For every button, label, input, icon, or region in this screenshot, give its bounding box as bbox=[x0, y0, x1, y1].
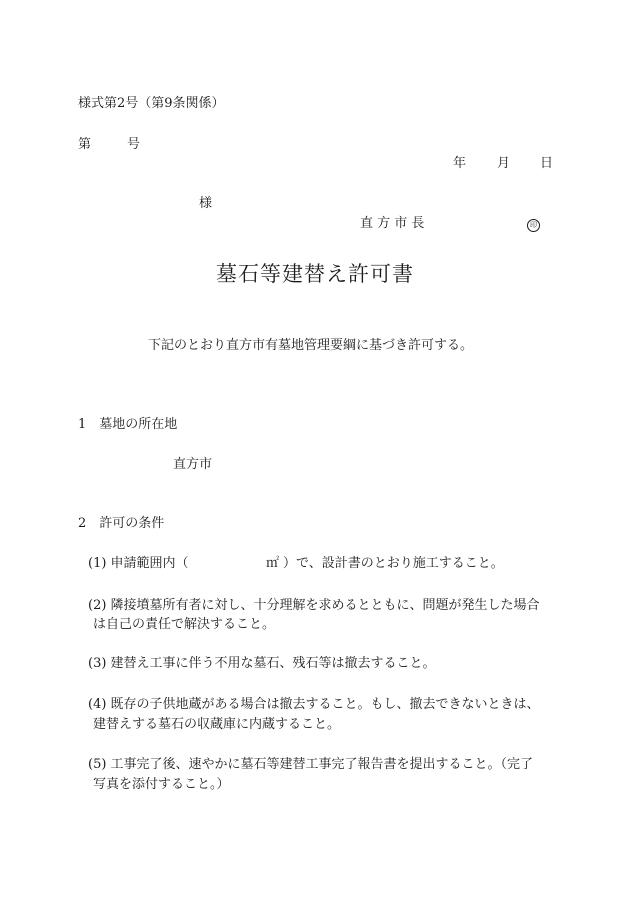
section1-heading: 1 墓地の所在地 bbox=[78, 417, 178, 432]
location-value: 直方市 bbox=[173, 457, 213, 472]
condition-2-line1: (2) 隣接墳墓所有者に対し、十分理解を求めるとともに、問題が発生した場合 bbox=[88, 598, 540, 613]
issuer: 直 方 市 長 bbox=[360, 216, 425, 231]
seal-icon: 印 bbox=[527, 217, 540, 232]
condition-3: (3) 建替え工事に伴う不用な墓石、残石等は撤去すること。 bbox=[88, 656, 436, 671]
doc-number-suffix: 号 bbox=[127, 137, 141, 152]
date-month: 月 bbox=[497, 156, 511, 171]
date-year: 年 bbox=[453, 156, 467, 171]
document-title: 墓石等建替え許可書 bbox=[216, 262, 414, 286]
intro-text: 下記のとおり直方市有墓地管理要綱に基づき許可する。 bbox=[148, 338, 474, 353]
section2-heading: 2 許可の条件 bbox=[78, 516, 165, 531]
condition-1-start: (1) 申請範囲内（ bbox=[88, 556, 189, 571]
condition-2-line2: は自己の責任で解決すること。 bbox=[93, 617, 276, 632]
condition-5-line2: 写真を添付すること。） bbox=[93, 777, 230, 792]
form-number: 様式第2号（第9条関係） bbox=[78, 96, 225, 111]
date-day: 日 bbox=[540, 156, 554, 171]
condition-4-line2: 建替えする墓石の収蔵庫に内蔵すること。 bbox=[93, 717, 341, 732]
condition-1-end: ）で、設計書のとおり施工すること。 bbox=[283, 556, 504, 571]
condition-5-line1: (5) 工事完了後、速やかに墓石等建替工事完了報告書を提出すること。（完了 bbox=[88, 757, 534, 772]
addressee-suffix: 様 bbox=[199, 196, 213, 211]
condition-4-line1: (4) 既存の子供地蔵がある場合は撤去すること。もし、撤去できないときは、 bbox=[88, 697, 540, 712]
condition-1-unit: ㎡ bbox=[266, 556, 280, 571]
doc-number-prefix: 第 bbox=[78, 137, 92, 152]
